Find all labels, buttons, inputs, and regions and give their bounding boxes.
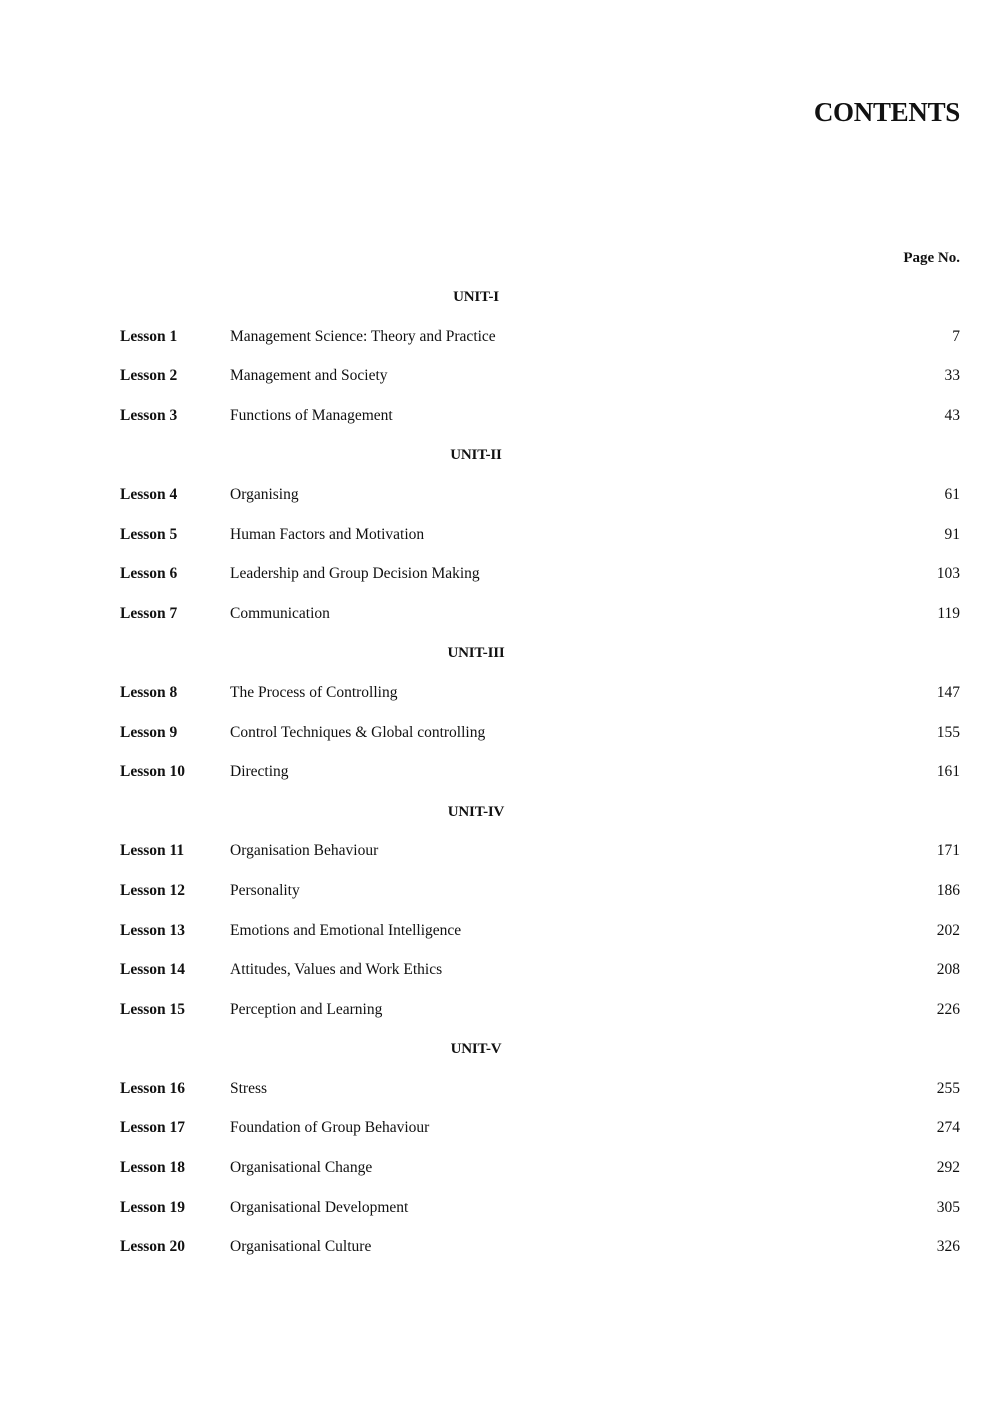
lesson-page-number: 91	[944, 525, 960, 543]
lesson-page-number: 255	[936, 1079, 960, 1097]
lesson-title: Management and Society	[230, 367, 388, 385]
lesson-entry[interactable]	[120, 1000, 960, 1040]
lesson-title: Functions of Management	[230, 406, 393, 424]
lesson-number: Lesson 4	[120, 485, 178, 503]
lesson-title: Organisational Change	[230, 1159, 373, 1177]
lesson-entry[interactable]	[120, 1158, 960, 1198]
lesson-number: Lesson 17	[120, 1119, 186, 1137]
lesson-page-number: 208	[936, 961, 960, 979]
lesson-number: Lesson 9	[120, 723, 178, 741]
unit-heading-row	[120, 1039, 960, 1079]
lesson-number: Lesson 11	[120, 842, 185, 860]
unit-heading: UNIT-II	[450, 447, 502, 464]
lesson-entry[interactable]	[120, 960, 960, 1000]
lesson-page-number: 226	[936, 1000, 960, 1018]
lesson-entry[interactable]	[120, 604, 960, 644]
lesson-title: The Process of Controlling	[230, 683, 398, 701]
lesson-page-number: 33	[944, 367, 960, 385]
lesson-entry[interactable]	[120, 1198, 960, 1238]
lesson-page-number: 7	[952, 327, 960, 345]
lesson-title: Communication	[230, 604, 330, 622]
lesson-title: Emotions and Emotional Intelligence	[230, 921, 462, 939]
lesson-page-number: 171	[936, 842, 960, 860]
lesson-page-number: 61	[944, 485, 960, 503]
lesson-title: Attitudes, Values and Work Ethics	[230, 961, 443, 979]
lesson-entry[interactable]	[120, 406, 960, 446]
lesson-page-number: 155	[936, 723, 960, 741]
unit-heading-row	[120, 802, 960, 842]
lesson-entry[interactable]	[120, 485, 960, 525]
lesson-page-number: 161	[936, 763, 960, 781]
unit-heading: UNIT-V	[450, 1041, 502, 1058]
lesson-page-number: 147	[936, 683, 960, 701]
page-no-column-header: Page No.	[903, 250, 960, 266]
lesson-entry[interactable]	[120, 683, 960, 723]
lesson-page-number: 103	[936, 565, 960, 583]
lesson-entry[interactable]	[120, 327, 960, 367]
lesson-number: Lesson 19	[120, 1198, 186, 1216]
lesson-number: Lesson 5	[120, 525, 178, 543]
lesson-page-number: 186	[936, 881, 960, 899]
lesson-title: Directing	[230, 763, 289, 781]
lesson-entry[interactable]	[120, 841, 960, 881]
lesson-number: Lesson 6	[120, 565, 178, 583]
lesson-page-number: 326	[936, 1238, 960, 1256]
lesson-title: Perception and Learning	[230, 1000, 383, 1018]
lesson-number: Lesson 3	[120, 406, 178, 424]
unit-heading: UNIT-I	[453, 289, 499, 305]
lesson-number: Lesson 12	[120, 881, 186, 899]
lesson-entry[interactable]	[120, 564, 960, 604]
lesson-page-number: 202	[936, 921, 960, 939]
lesson-entry[interactable]	[120, 881, 960, 921]
lesson-entry[interactable]	[120, 762, 960, 802]
page-title: CONTENTS	[813, 97, 960, 127]
lesson-number: Lesson 14	[120, 961, 186, 979]
lesson-number: Lesson 18	[120, 1159, 186, 1177]
lesson-number: Lesson 13	[120, 921, 186, 939]
lesson-title: Organising	[230, 485, 299, 503]
lesson-number: Lesson 8	[120, 683, 178, 701]
lesson-title: Human Factors and Motivation	[230, 525, 425, 543]
lesson-page-number: 274	[936, 1119, 960, 1137]
lesson-title: Control Techniques & Global controlling	[230, 723, 486, 741]
lesson-title: Leadership and Group Decision Making	[230, 565, 480, 583]
lesson-title: Personality	[230, 881, 300, 899]
lesson-number: Lesson 10	[120, 763, 186, 781]
lesson-title: Organisational Development	[230, 1198, 409, 1216]
lesson-number: Lesson 15	[120, 1000, 186, 1018]
lesson-entry[interactable]	[120, 723, 960, 763]
lesson-entry[interactable]	[120, 1237, 960, 1277]
unit-heading-row	[120, 445, 960, 485]
lesson-page-number: 119	[937, 604, 960, 622]
lesson-number: Lesson 1	[120, 327, 178, 345]
lesson-number: Lesson 16	[120, 1079, 186, 1097]
lesson-entry[interactable]	[120, 921, 960, 961]
lesson-title: Organisational Culture	[230, 1238, 372, 1256]
lesson-entry[interactable]	[120, 366, 960, 406]
lesson-title: Stress	[230, 1079, 268, 1097]
lesson-entry[interactable]	[120, 1118, 960, 1158]
unit-heading: UNIT-IV	[447, 803, 505, 820]
lesson-page-number: 305	[936, 1198, 960, 1216]
lesson-number: Lesson 7	[120, 604, 178, 622]
lesson-number: Lesson 20	[120, 1238, 186, 1256]
unit-heading: UNIT-III	[447, 645, 505, 662]
unit-heading-row	[120, 643, 960, 683]
lesson-entry[interactable]	[120, 1079, 960, 1119]
lesson-page-number: 292	[936, 1159, 960, 1177]
lesson-number: Lesson 2	[120, 367, 178, 385]
lesson-entry[interactable]	[120, 525, 960, 565]
lesson-title: Management Science: Theory and Practice	[230, 327, 496, 345]
table-of-contents	[120, 287, 960, 1277]
lesson-title: Organisation Behaviour	[230, 842, 379, 860]
unit-heading-row	[120, 287, 960, 327]
lesson-page-number: 43	[944, 406, 960, 424]
lesson-title: Foundation of Group Behaviour	[230, 1119, 430, 1137]
